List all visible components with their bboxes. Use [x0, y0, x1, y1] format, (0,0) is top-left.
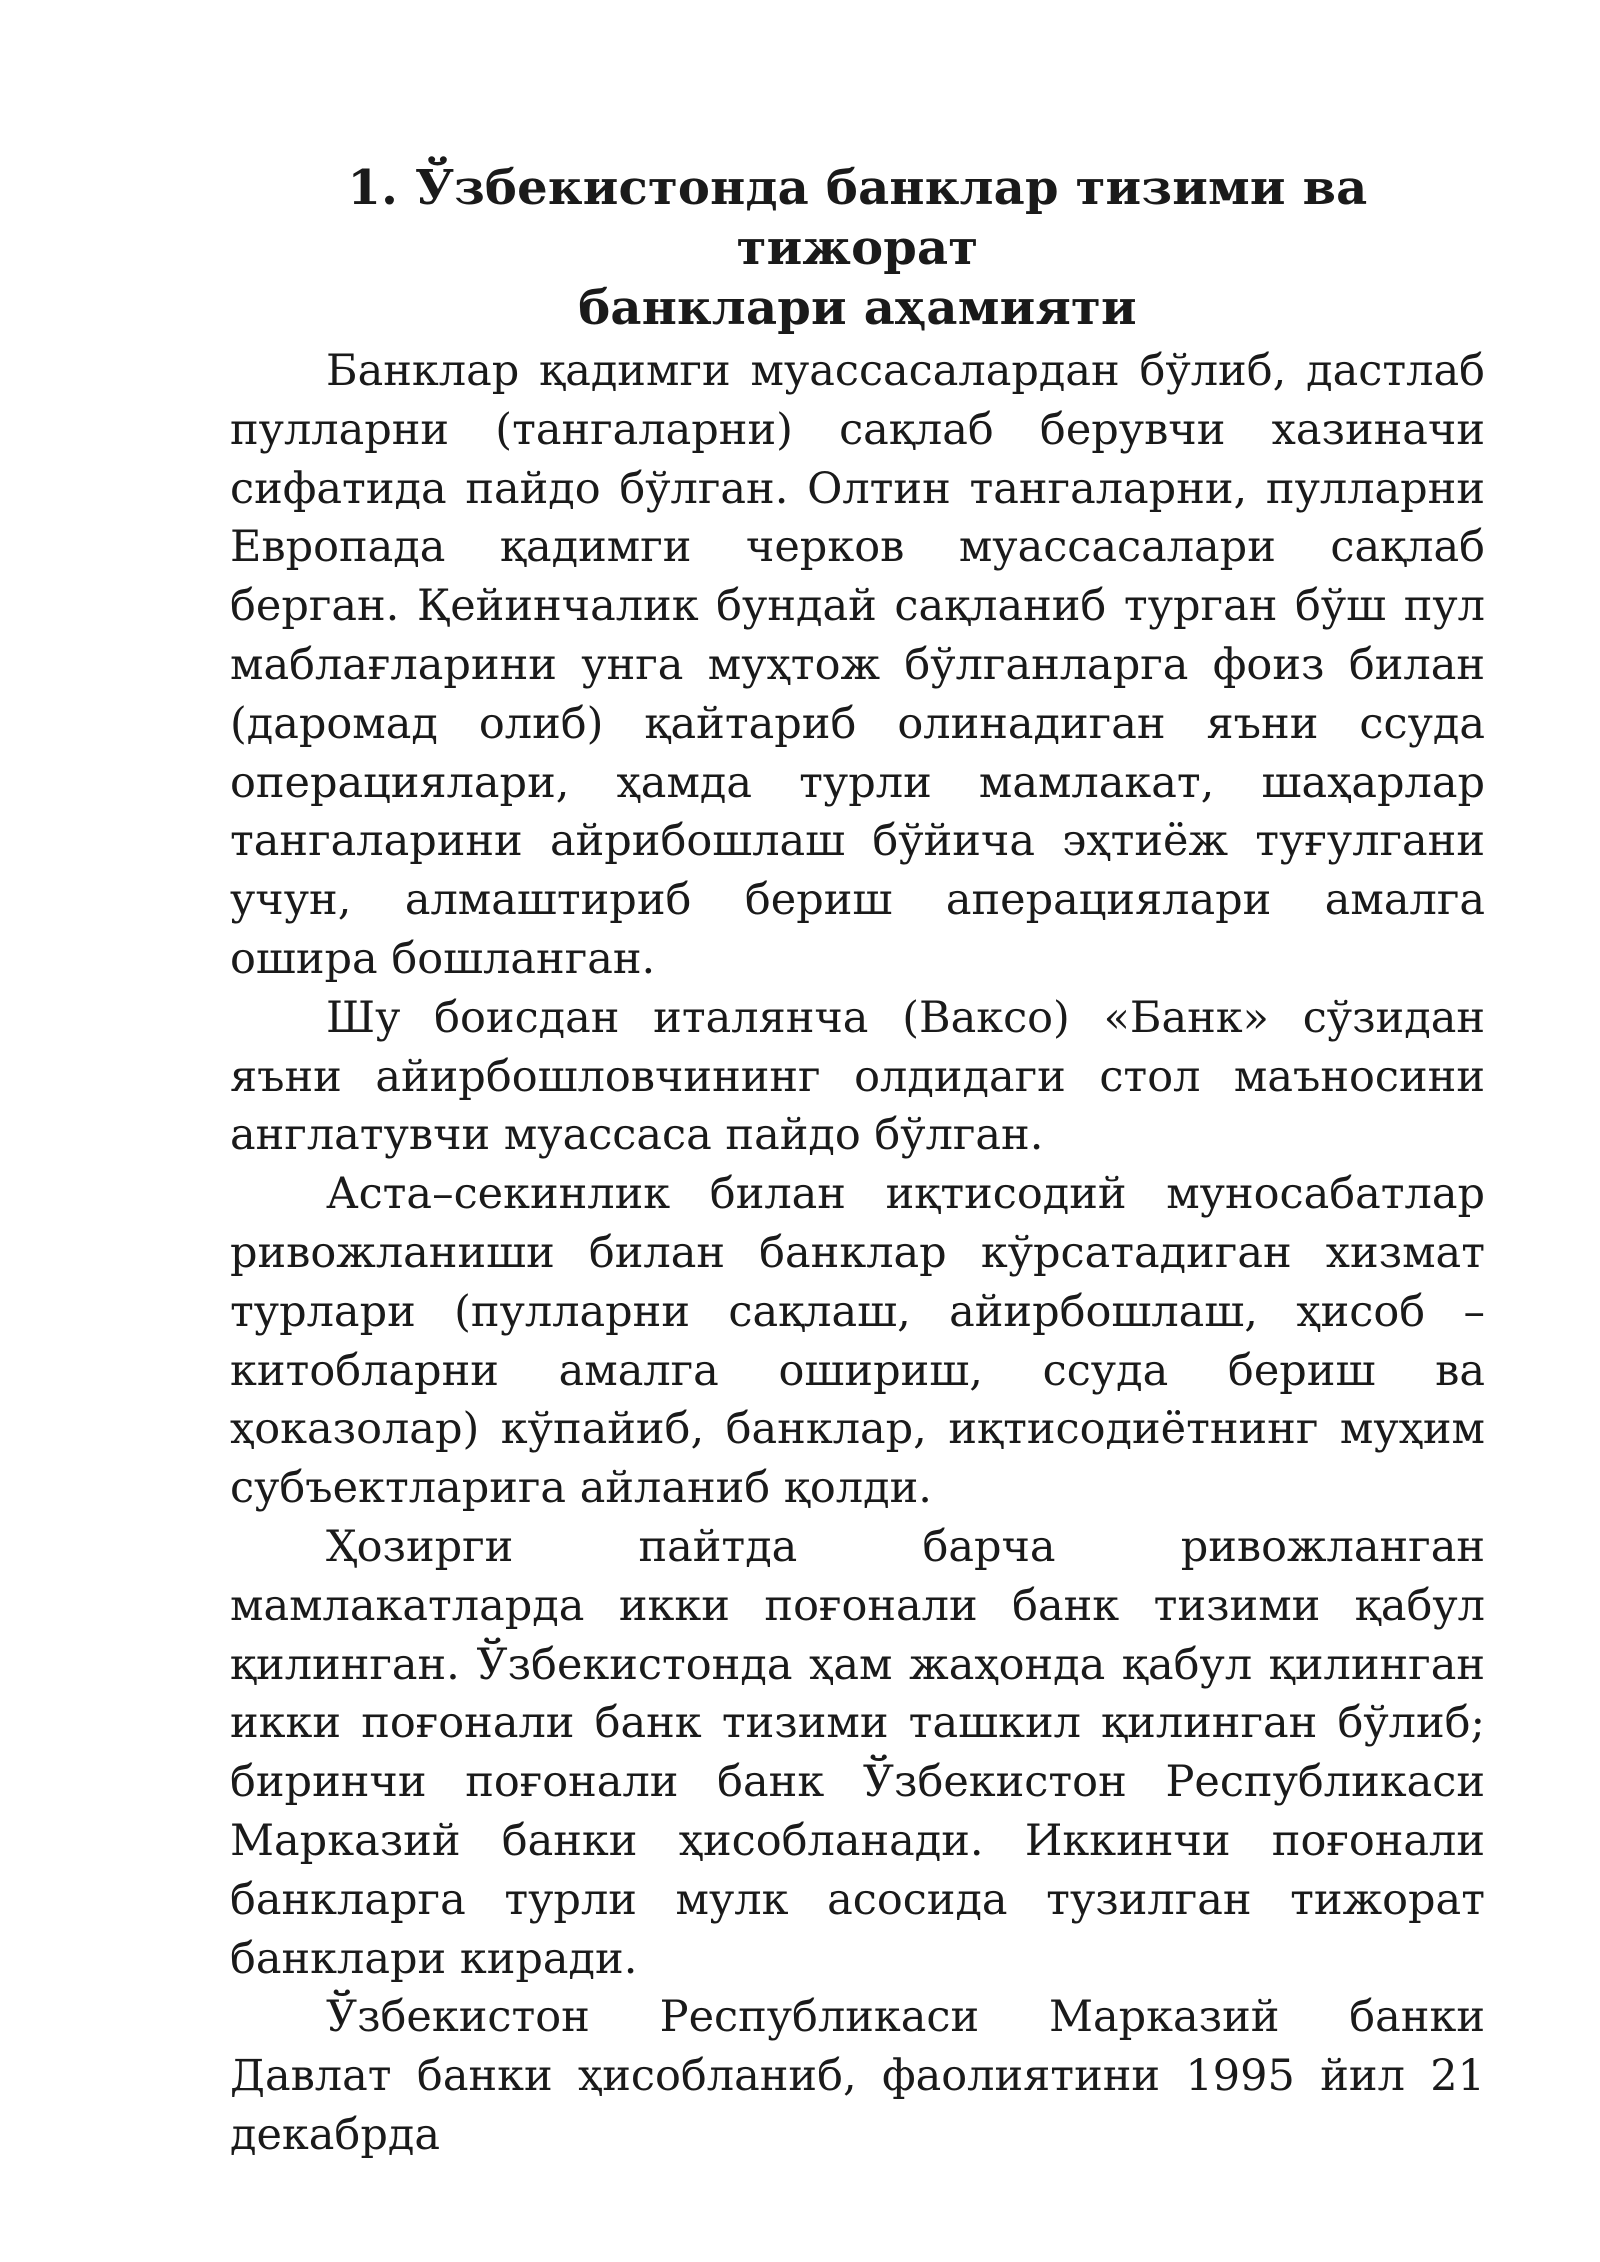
section-title-line-1: 1. Ўзбекистонда банклар тизими ва тижорат: [347, 160, 1368, 276]
section-title-line-2: банклари аҳамияти: [578, 280, 1137, 336]
paragraph-bank-services: Аста–секинлик билан иқтисодий муносабатлар ривожланиши билан банклар кўрсатадиган хизмат турлари (пулларни сақлаш, айирбошлаш, ҳисоб – китобларни амалга ошириш, ссуда бериш ва ҳоказолар) кўпайиб, банклар, иқтисодиётнинг муҳим субъектларига айланиб қолди.: [230, 1169, 1485, 1514]
paragraph-central-bank: Ўзбекистон Республикаси Марказий банки Давлат банки ҳисобланиб, фаолиятини 1995 йил 21 декабрда: [230, 1992, 1485, 2160]
paragraph-two-tier-system: Ҳозирги пайтда барча ривожланган мамлакатларда икки поғонали банк тизими қабул қилинган. Ўзбекистонда ҳам жаҳонда қабул қилинган икки поғонали банк тизими ташкил қилинган бўлиб; биринчи поғонали банк Ўзбекистон Республикаси Марказий банки ҳисобланади. Иккинчи поғонали банкларга турли мулк асосида тузилган тижорат банклари киради.: [230, 1521, 1485, 1984]
document-body: [230, 158, 1485, 2165]
section-title: [230, 158, 1485, 338]
paragraph-bank-origins: Банклар қадимги муассасалардан бўлиб, дастлаб пулларни (тангаларни) сақлаб берувчи хазиначи сифатида пайдо бўлган. Олтин тангаларни, пулларни Европада қадимги черков муассасалари сақлаб берган. Қейинчалик бундай сақланиб турган бўш пул маблағларини унга муҳтож бўлганларга фоиз билан (даромад олиб) қайтариб олинадиган яъни ссуда операциялари, ҳамда турли мамлакат, шаҳарлар тангаларини айрибошлаш бўйича эҳтиёж туғулгани учун, алмаштириб бериш аперациялари амалга ошира бошланган.: [230, 346, 1485, 984]
paragraph-bank-etymology: Шу боисдан италянча (Ваксо) «Банк» сўзидан яъни айирбошловчининг олдидаги стол маъносини англатувчи муассаса пайдо бўлган.: [230, 992, 1485, 1161]
